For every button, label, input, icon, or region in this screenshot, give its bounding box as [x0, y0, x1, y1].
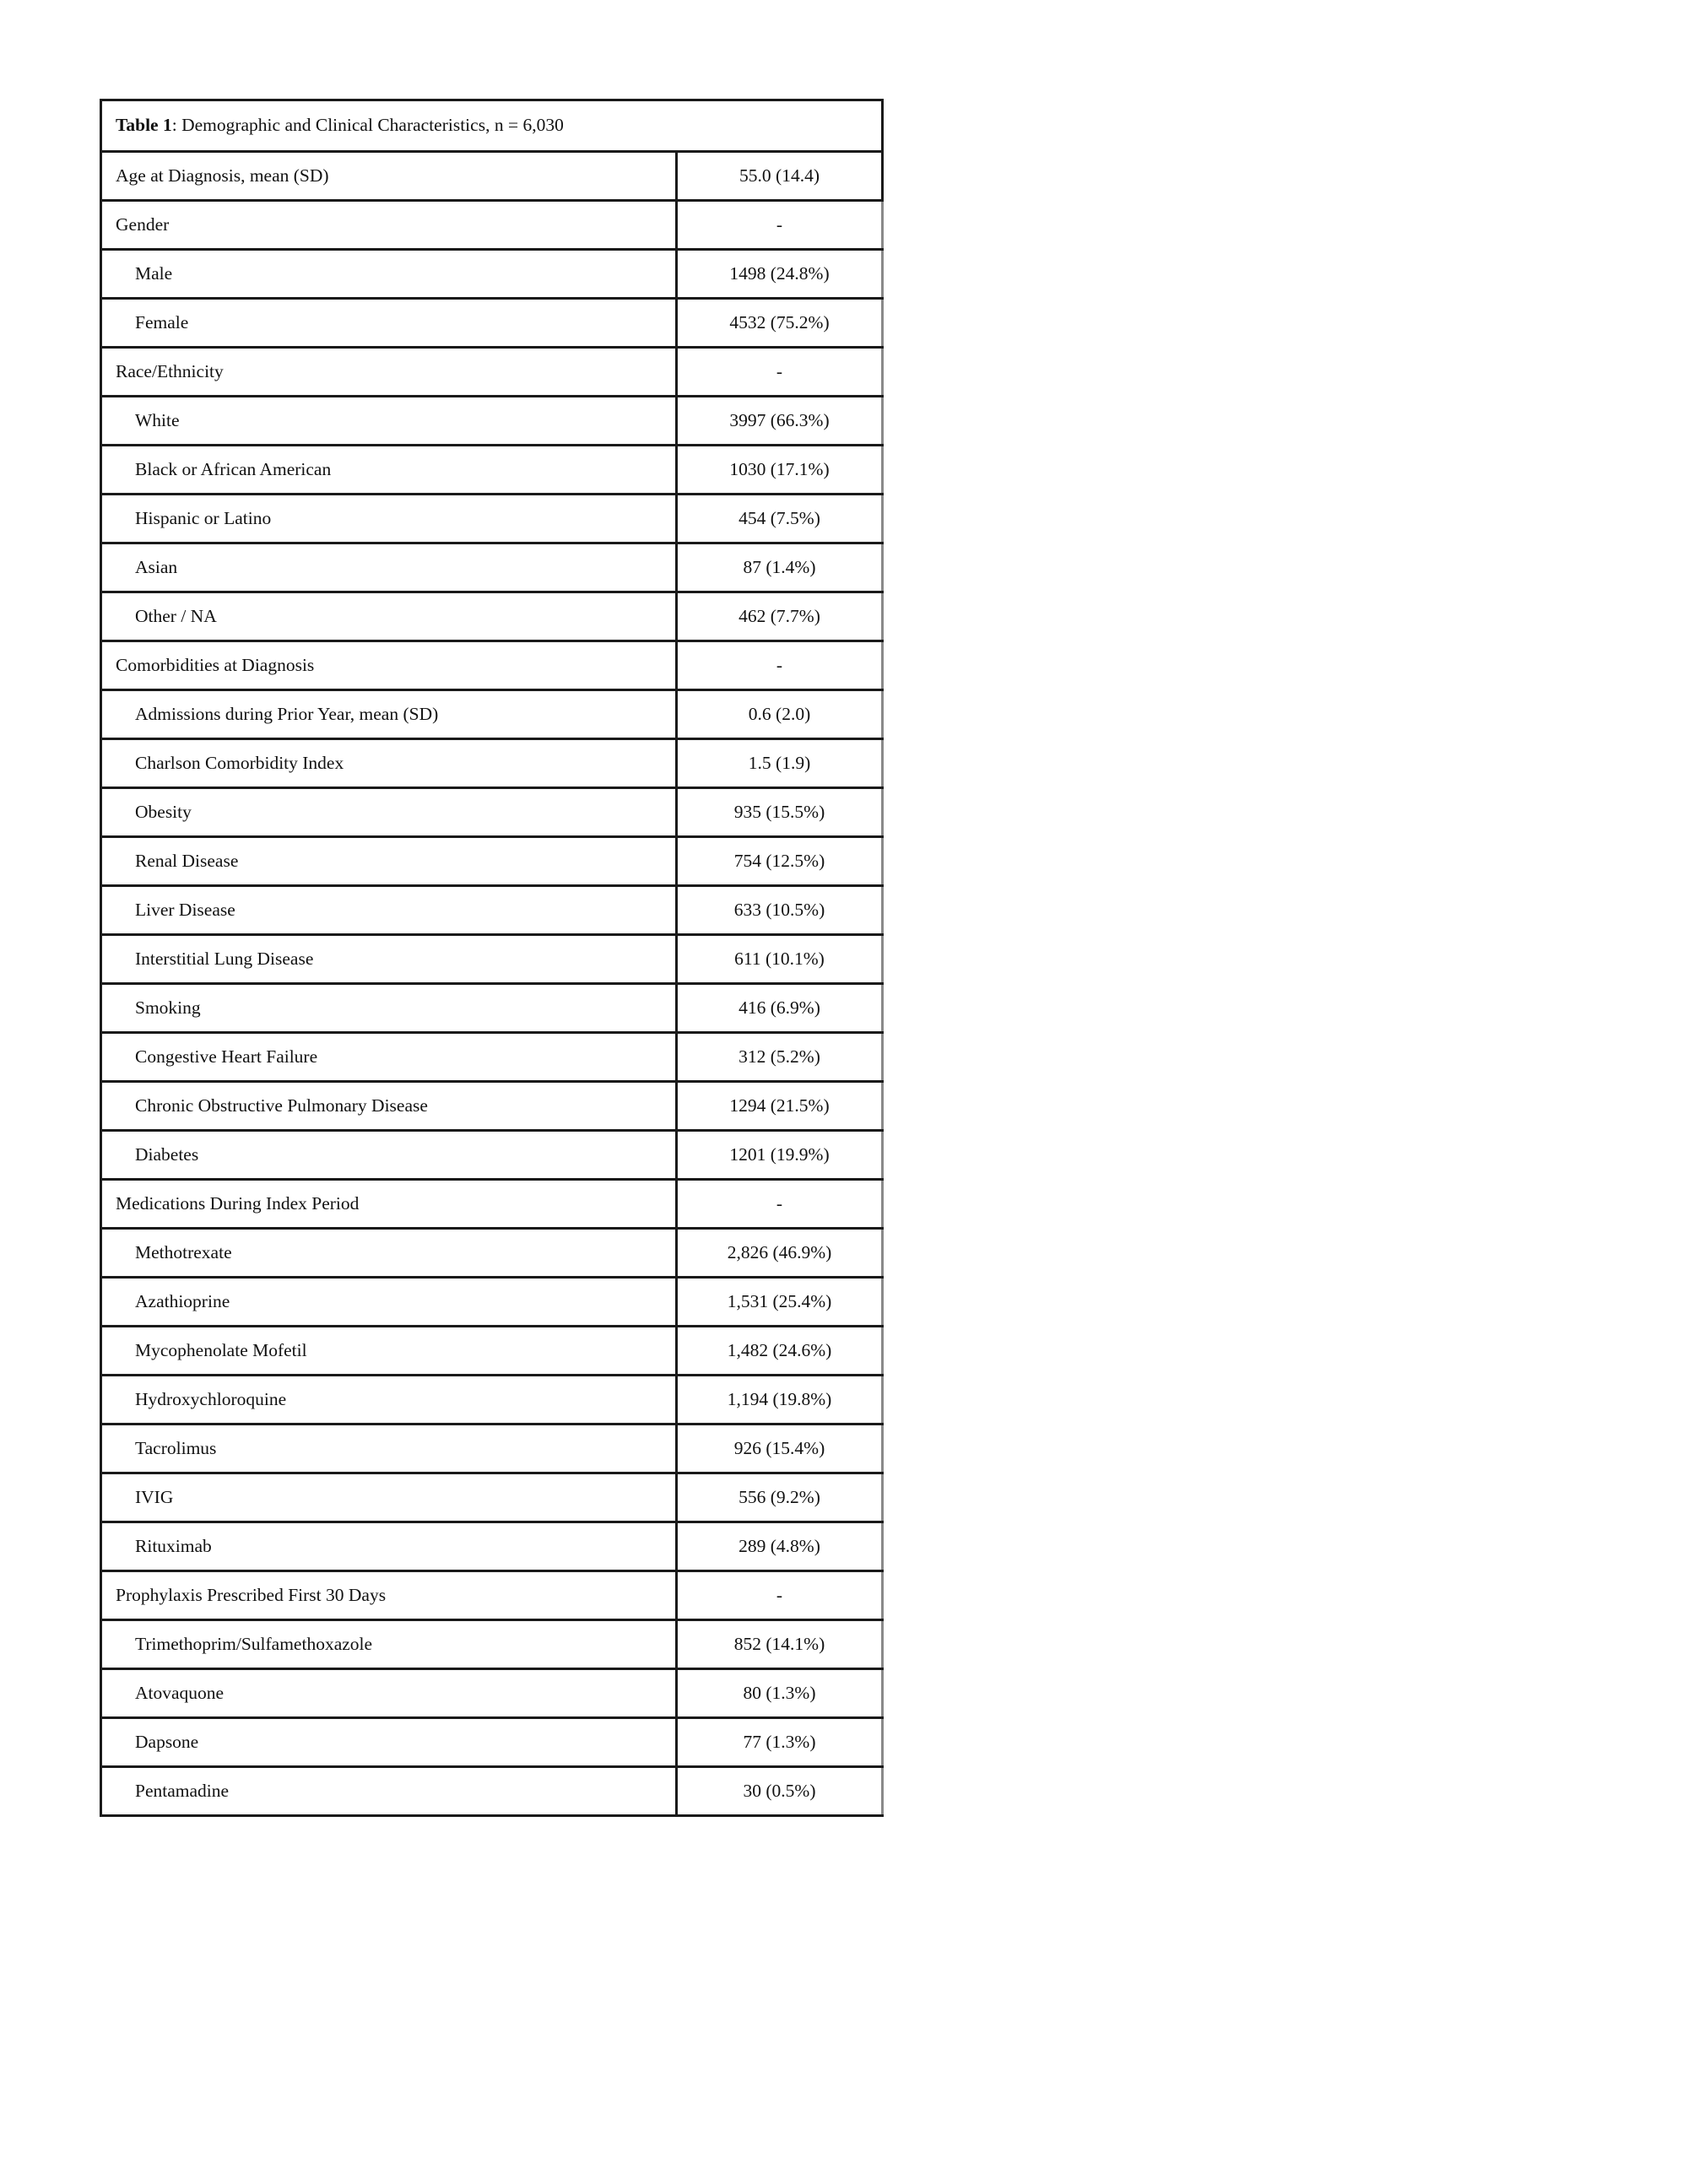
table-row [101, 1718, 883, 1767]
row-value: 1,482 (24.6%) [677, 1327, 883, 1376]
table-row [101, 1131, 883, 1180]
row-label-sub: Methotrexate [101, 1229, 677, 1278]
row-value: 611 (10.1%) [677, 935, 883, 984]
row-value: 289 (4.8%) [677, 1522, 883, 1571]
table-row [101, 495, 883, 543]
table-row [101, 348, 883, 397]
row-value: 633 (10.5%) [677, 886, 883, 935]
row-value: 556 (9.2%) [677, 1473, 883, 1522]
table-row [101, 1473, 883, 1522]
row-label-sub: Black or African American [101, 446, 677, 495]
row-label-sub: Renal Disease [101, 837, 677, 886]
row-value: 1498 (24.8%) [677, 250, 883, 299]
row-value: 30 (0.5%) [677, 1767, 883, 1816]
row-label-sub: Trimethoprim/Sulfamethoxazole [101, 1620, 677, 1669]
row-label-sub: Mycophenolate Mofetil [101, 1327, 677, 1376]
table-row [101, 1571, 883, 1620]
row-label-sub: Smoking [101, 984, 677, 1033]
row-value: 852 (14.1%) [677, 1620, 883, 1669]
row-value: 1.5 (1.9) [677, 739, 883, 788]
row-label-sub: Charlson Comorbidity Index [101, 739, 677, 788]
table-row [101, 837, 883, 886]
table-row [101, 1669, 883, 1718]
table-row [101, 592, 883, 641]
table-row [101, 543, 883, 592]
row-value: 4532 (75.2%) [677, 299, 883, 348]
row-value: 312 (5.2%) [677, 1033, 883, 1082]
row-value: 1,531 (25.4%) [677, 1278, 883, 1327]
row-value: 462 (7.7%) [677, 592, 883, 641]
row-label-sub: Other / NA [101, 592, 677, 641]
table-row [101, 1327, 883, 1376]
table-row [101, 1033, 883, 1082]
table-row [101, 886, 883, 935]
row-value: 1,194 (19.8%) [677, 1376, 883, 1424]
row-value: - [677, 201, 883, 250]
table-row [101, 201, 883, 250]
row-value: 1030 (17.1%) [677, 446, 883, 495]
row-value: 80 (1.3%) [677, 1669, 883, 1718]
table-caption-text: : Demographic and Clinical Characteristics, n = 6,030 [171, 115, 564, 136]
table-row [101, 1229, 883, 1278]
row-label-sub: Congestive Heart Failure [101, 1033, 677, 1082]
row-value: 2,826 (46.9%) [677, 1229, 883, 1278]
table-row [101, 250, 883, 299]
table-row [101, 1424, 883, 1473]
row-label-category: Medications During Index Period [101, 1180, 677, 1229]
row-label-sub: Hydroxychloroquine [101, 1376, 677, 1424]
row-label-sub: Pentamadine [101, 1767, 677, 1816]
table-caption-row [101, 100, 883, 152]
row-label-sub: Asian [101, 543, 677, 592]
row-value: 454 (7.5%) [677, 495, 883, 543]
row-label-category: Race/Ethnicity [101, 348, 677, 397]
row-value: - [677, 1571, 883, 1620]
row-label-sub: Diabetes [101, 1131, 677, 1180]
table-row [101, 984, 883, 1033]
row-value: 1201 (19.9%) [677, 1131, 883, 1180]
table-row [101, 935, 883, 984]
row-label-sub: Chronic Obstructive Pulmonary Disease [101, 1082, 677, 1131]
row-label-category: Gender [101, 201, 677, 250]
table-row [101, 397, 883, 446]
table-row [101, 446, 883, 495]
row-label-category: Prophylaxis Prescribed First 30 Days [101, 1571, 677, 1620]
row-value: - [677, 1180, 883, 1229]
row-label-sub: Female [101, 299, 677, 348]
row-value: 1294 (21.5%) [677, 1082, 883, 1131]
table-row [101, 641, 883, 690]
row-label-category: Age at Diagnosis, mean (SD) [101, 152, 677, 201]
row-value: 935 (15.5%) [677, 788, 883, 837]
row-label-sub: Hispanic or Latino [101, 495, 677, 543]
row-value: 926 (15.4%) [677, 1424, 883, 1473]
row-label-sub: IVIG [101, 1473, 677, 1522]
row-value: 77 (1.3%) [677, 1718, 883, 1767]
row-value: 416 (6.9%) [677, 984, 883, 1033]
table-row [101, 690, 883, 739]
row-value: 754 (12.5%) [677, 837, 883, 886]
row-value: 55.0 (14.4) [677, 152, 883, 201]
row-label-sub: Admissions during Prior Year, mean (SD) [101, 690, 677, 739]
row-value: - [677, 641, 883, 690]
row-label-sub: Dapsone [101, 1718, 677, 1767]
table-row [101, 1180, 883, 1229]
row-label-sub: White [101, 397, 677, 446]
row-label-sub: Obesity [101, 788, 677, 837]
table-row [101, 152, 883, 201]
row-value: 87 (1.4%) [677, 543, 883, 592]
table-row [101, 299, 883, 348]
row-label-sub: Azathioprine [101, 1278, 677, 1327]
table-row [101, 739, 883, 788]
row-value: 3997 (66.3%) [677, 397, 883, 446]
table-row [101, 1082, 883, 1131]
row-value: - [677, 348, 883, 397]
table-body [101, 100, 883, 1816]
row-label-category: Comorbidities at Diagnosis [101, 641, 677, 690]
table-row [101, 1376, 883, 1424]
table-row [101, 1522, 883, 1571]
row-label-sub: Interstitial Lung Disease [101, 935, 677, 984]
row-value: 0.6 (2.0) [677, 690, 883, 739]
table-caption [101, 100, 883, 152]
characteristics-table [100, 99, 884, 1817]
row-label-sub: Rituximab [101, 1522, 677, 1571]
table-row [101, 1278, 883, 1327]
table-row [101, 1767, 883, 1816]
row-label-sub: Liver Disease [101, 886, 677, 935]
row-label-sub: Atovaquone [101, 1669, 677, 1718]
table-caption-number: Table 1 [116, 115, 172, 136]
table-row [101, 788, 883, 837]
table-row [101, 1620, 883, 1669]
row-label-sub: Tacrolimus [101, 1424, 677, 1473]
row-label-sub: Male [101, 250, 677, 299]
